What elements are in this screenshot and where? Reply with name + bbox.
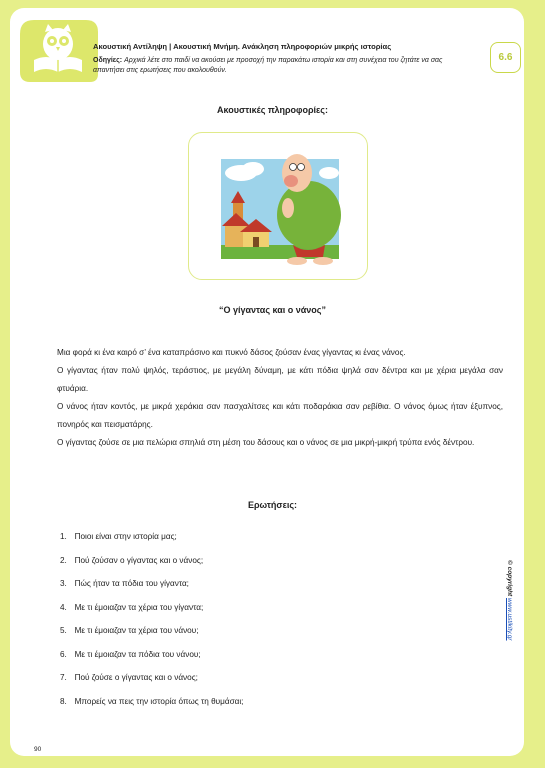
story-text <box>57 344 503 452</box>
story-paragraph: Ο γίγαντας ήταν πολύ ψηλός, τεράστιος, με μεγάλη δύναμη, με κάτι πόδια ψηλά σαν δέντρα και με χέρια μεγάλα σαν φτυάρια. <box>57 366 503 393</box>
activity-number-badge: 6.6 <box>490 42 521 73</box>
question-item <box>60 556 480 580</box>
instructions-text: Αρχικά λέτε στο παιδί να ακούσει με προσοχή την παρακάτω ιστορία και στη συνέχεια του ζητάτε να σας απαντήσει στις ερωτήσεις που ακολουθούν. <box>93 57 443 74</box>
question-text: Μπορείς να πεις την ιστορία όπως τη θυμάσαι; <box>74 696 244 706</box>
copyright-link[interactable]: www.ustikity.gr <box>506 598 513 641</box>
section-title-info: Ακουστικές πληροφορίες: <box>217 105 328 115</box>
question-item <box>60 650 480 674</box>
question-number: 7. <box>60 673 67 682</box>
question-text: Με τι έμοιαζαν τα χέρια του νάνου; <box>74 626 199 635</box>
question-number: 5. <box>60 626 67 635</box>
question-number: 3. <box>60 579 67 588</box>
story-illustration-frame <box>188 132 368 280</box>
question-item <box>60 697 480 721</box>
question-number: 4. <box>60 602 67 612</box>
question-item <box>60 673 480 697</box>
copyright-label: © copyright <box>506 560 513 597</box>
question-text: Με τι έμοιαζαν τα πόδια του νάνου; <box>74 649 201 659</box>
question-number: 8. <box>60 696 67 706</box>
page-number: 90 <box>34 746 42 753</box>
story-paragraph: Ο γίγαντας ζούσε σε μια πελώρια σπηλιά στη μέση του δάσους και ο νάνος σε μια μικρή-μικρή τρύπα ενός δέντρου. <box>57 438 475 447</box>
questions-list <box>60 532 480 720</box>
giant-and-house-illustration <box>189 133 366 278</box>
story-paragraph: Ο νάνος ήταν κοντός, με μικρά χεράκια σαν πασχαλίτσες και κάτι ποδαράκια σαν ρεβίθια. Ο νάνος όμως ήταν έξυπνος, πονηρός και πεισματάρης. <box>57 402 503 429</box>
instructions-label: Οδηγίες: <box>93 57 123 64</box>
question-number: 2. <box>60 555 67 565</box>
question-item <box>60 579 480 603</box>
worksheet-title: Ακουστική Αντίληψη | Ακουστική Μνήμη. Ανάκληση πληροφοριών μικρής ιστορίας <box>93 42 392 51</box>
story-title: “Ο γίγαντας και ο νάνος” <box>218 305 326 315</box>
question-number: 1. <box>60 532 67 541</box>
question-number: 6. <box>60 649 67 659</box>
question-text: Με τι έμοιαζαν τα χέρια του γίγαντα; <box>74 602 204 612</box>
question-item <box>60 626 480 650</box>
question-text: Ποιοι είναι στην ιστορία μας; <box>74 532 177 541</box>
copyright-notice <box>505 560 515 680</box>
question-item <box>60 603 480 627</box>
story-paragraph: Μια φορά κι ένα καιρό σ’ ένα καταπράσινο και πυκνό δάσος ζούσαν ένας γίγαντας κι ένας νάνος. <box>57 348 406 357</box>
question-text: Πώς ήταν τα πόδια του γίγαντα; <box>74 579 189 588</box>
section-title-questions: Ερωτήσεις: <box>247 500 298 510</box>
question-text: Πού ζούσε ο γίγαντας και ο νάνος; <box>74 673 198 682</box>
owl-book-logo <box>16 14 100 84</box>
question-text: Πού ζούσαν ο γίγαντας και ο νάνος; <box>74 555 204 565</box>
instructions <box>93 56 471 76</box>
question-item <box>60 532 480 556</box>
